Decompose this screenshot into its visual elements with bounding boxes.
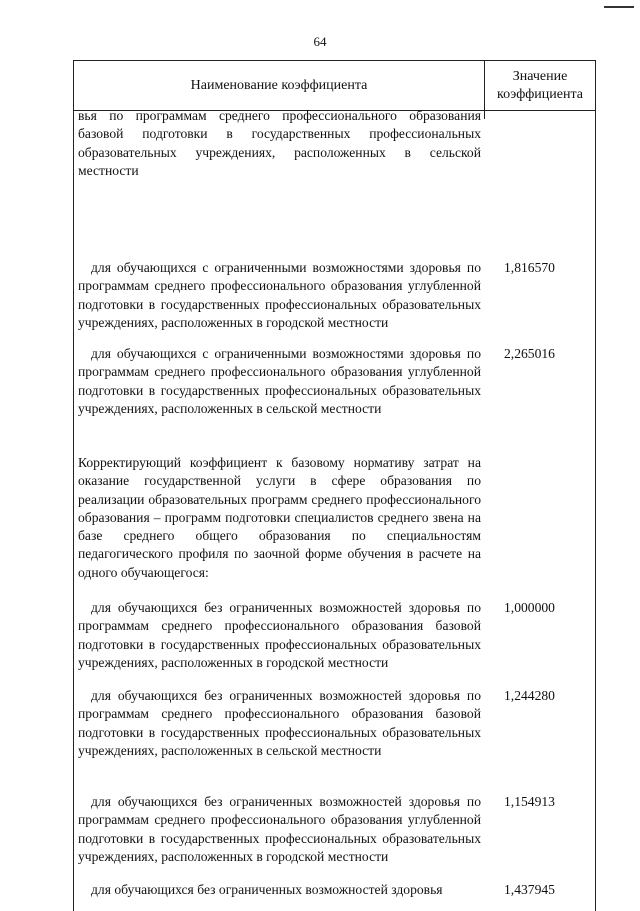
table-body xyxy=(73,108,596,911)
page-number: 64 xyxy=(313,34,327,49)
row-text: для обучающихся с ограниченными возможностями здоровья по программам среднего профессионального образования углубленной подготовки в государственных профессиональных образовательных учреждениях, расположенных в городской местности xyxy=(78,260,481,330)
header-value-line1: Значение xyxy=(512,68,568,84)
row-text: для обучающихся с ограниченными возможностями здоровья по программам среднего профессионального образования углубленной подготовки в государственных профессиональных образовательных учреждениях, расположенных в сельской местности xyxy=(78,346,481,416)
row-value: 1,244280 xyxy=(504,688,555,703)
row-text: для обучающихся без ограниченных возможностей здоровья по программам среднего профессионального образования углубленной подготовки в государственных профессиональных образовательных учреждениях, расположенных в городской местности xyxy=(78,794,481,864)
coefficient-table xyxy=(73,60,596,911)
header-value-line2: коэффициента xyxy=(497,86,583,102)
row-value: 1,816570 xyxy=(504,260,555,275)
row-value: 2,265016 xyxy=(504,346,555,361)
table-header xyxy=(73,60,596,111)
header-value-column xyxy=(485,61,595,110)
column-divider xyxy=(484,111,485,119)
header-name-column: Наименование коэффициента xyxy=(74,61,485,110)
row-value: 1,000000 xyxy=(504,600,555,615)
row-value: 1,437945 xyxy=(504,882,555,897)
corner-mark xyxy=(604,6,634,8)
row-text: для обучающихся без ограниченных возможностей здоровья xyxy=(91,882,443,897)
row-text: Корректирующий коэффициент к базовому нормативу затрат на оказание государственной услуги в сфере образования по реализации образовательных программ среднего профессионального образования – программ подготовки специалистов среднего звена на базе среднего общего образования по специальностям педагогического профиля по заочной форме обучения в расчете на одного обучающегося: xyxy=(78,455,481,580)
row-value: 1,154913 xyxy=(504,794,555,809)
row-text: вья по программам среднего профессионального образования базовой подготовки в государственных профессиональных образовательных учреждениях, расположенных в сельской местности xyxy=(78,108,481,178)
row-text: для обучающихся без ограниченных возможностей здоровья по программам среднего профессионального образования базовой подготовки в государственных профессиональных образовательных учреждениях, расположенных в городской местности xyxy=(78,600,481,670)
row-text: для обучающихся без ограниченных возможностей здоровья по программам среднего профессионального образования базовой подготовки в государственных профессиональных образовательных учреждениях, расположенных в сельской местности xyxy=(78,688,481,758)
